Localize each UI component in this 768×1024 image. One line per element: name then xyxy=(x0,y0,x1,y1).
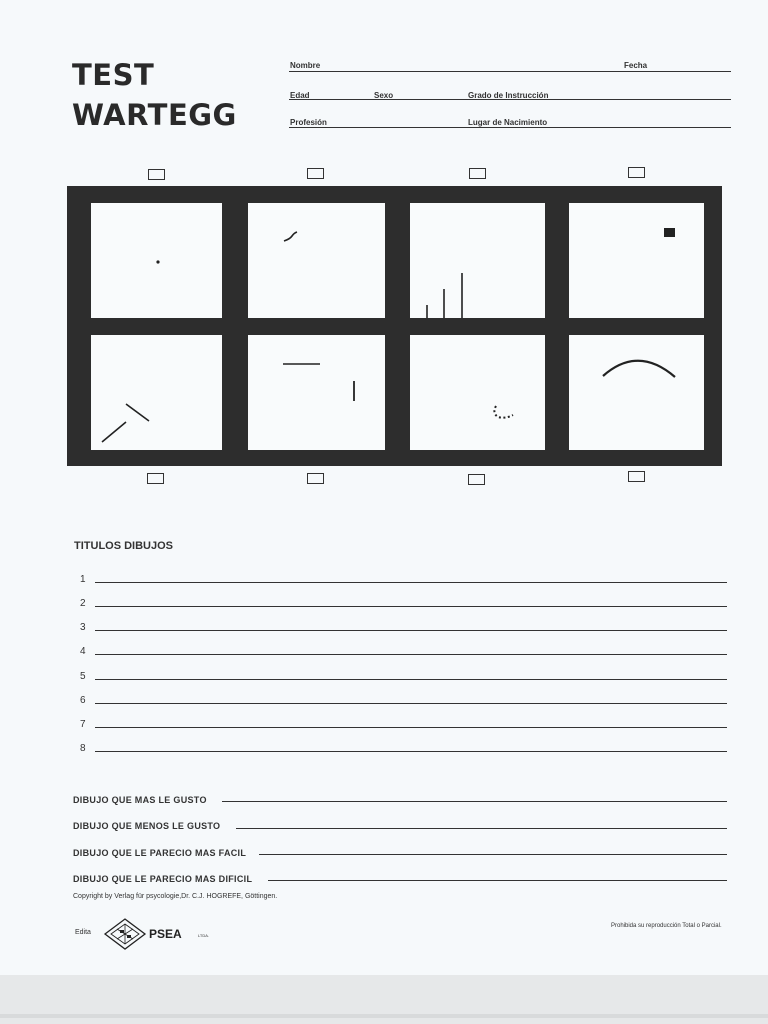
answer-line-favorite[interactable] xyxy=(222,801,727,802)
title-test: TEST xyxy=(72,58,155,92)
title-line-5[interactable] xyxy=(95,679,727,680)
checkbox-top-1[interactable] xyxy=(148,169,165,180)
stimulus-dotted-arc xyxy=(410,335,545,450)
title-number-7: 7 xyxy=(80,719,86,730)
title-line-8[interactable] xyxy=(95,751,727,752)
label-grado: Grado de Instrucción xyxy=(468,91,549,100)
stimulus-two-diagonals xyxy=(91,335,222,450)
stimulus-three-lines xyxy=(410,203,545,318)
publisher-name: PSEA xyxy=(149,927,182,941)
checkbox-bottom-3[interactable] xyxy=(468,474,485,485)
label-sexo: Sexo xyxy=(374,91,394,100)
drawing-cell-5[interactable] xyxy=(91,335,222,450)
title-line-6[interactable] xyxy=(95,703,727,704)
label-edad: Edad xyxy=(290,91,310,100)
checkbox-top-3[interactable] xyxy=(469,168,486,179)
title-line-4[interactable] xyxy=(95,654,727,655)
publisher-suffix: LTDA. xyxy=(198,933,210,938)
prohibida-text: Prohibida su reproducción Total o Parcial. xyxy=(611,923,722,929)
question-favorite: DIBUJO QUE MAS LE GUSTO xyxy=(73,795,207,805)
title-number-2: 2 xyxy=(80,598,86,609)
drawing-cell-6[interactable] xyxy=(248,335,385,450)
edad-sexo-grado-line[interactable] xyxy=(289,99,731,100)
title-line-3[interactable] xyxy=(95,630,727,631)
titles-heading: TITULOS DIBUJOS xyxy=(74,540,174,552)
title-line-2[interactable] xyxy=(95,606,727,607)
question-hardest: DIBUJO QUE LE PARECIO MAS DIFICIL xyxy=(73,874,253,884)
label-lugar: Lugar de Nacimiento xyxy=(468,118,548,127)
drawing-cell-2[interactable] xyxy=(248,203,385,318)
profesion-lugar-line[interactable] xyxy=(289,127,731,128)
question-least-favorite: DIBUJO QUE MENOS LE GUSTO xyxy=(73,821,221,831)
stimulus-h-v-lines xyxy=(248,335,385,450)
label-fecha: Fecha xyxy=(624,61,648,70)
checkbox-bottom-2[interactable] xyxy=(307,473,324,484)
checkbox-bottom-4[interactable] xyxy=(628,471,645,482)
stimulus-black-square xyxy=(569,203,704,318)
drawing-cell-8[interactable] xyxy=(569,335,704,450)
stimulus-wavy-line xyxy=(248,203,385,318)
title-line-7[interactable] xyxy=(95,727,727,728)
title-number-1: 1 xyxy=(80,574,86,585)
checkbox-top-4[interactable] xyxy=(628,167,645,178)
scan-bottom-edge xyxy=(0,1014,768,1018)
label-nombre: Nombre xyxy=(290,61,321,70)
title-number-3: 3 xyxy=(80,622,86,633)
answer-line-least-favorite[interactable] xyxy=(236,828,727,829)
drawing-cell-1[interactable] xyxy=(91,203,222,318)
drawing-cell-3[interactable] xyxy=(410,203,545,318)
stimulus-dot xyxy=(91,203,222,318)
title-number-4: 4 xyxy=(80,646,86,657)
checkbox-bottom-1[interactable] xyxy=(147,473,164,484)
label-profesion: Profesión xyxy=(290,118,327,127)
nombre-fecha-line[interactable] xyxy=(289,71,731,72)
title-line-1[interactable] xyxy=(95,582,727,583)
title-wartegg: WARTEGG xyxy=(72,98,237,132)
answer-line-easiest[interactable] xyxy=(259,854,727,855)
psea-logo-icon xyxy=(103,917,147,951)
drawing-cell-7[interactable] xyxy=(410,335,545,450)
stimulus-large-arc xyxy=(569,335,704,450)
title-number-6: 6 xyxy=(80,695,86,706)
checkbox-top-2[interactable] xyxy=(307,168,324,179)
answer-line-hardest[interactable] xyxy=(268,880,727,881)
title-number-5: 5 xyxy=(80,671,86,682)
title-number-8: 8 xyxy=(80,743,86,754)
question-easiest: DIBUJO QUE LE PARECIO MAS FACIL xyxy=(73,848,247,858)
edita-label: Edita xyxy=(75,929,91,936)
copyright-text: Copyright by Verlag für psycologie,Dr. C.J. HOGREFE, Göttingen. xyxy=(73,893,278,900)
drawing-cell-4[interactable] xyxy=(569,203,704,318)
